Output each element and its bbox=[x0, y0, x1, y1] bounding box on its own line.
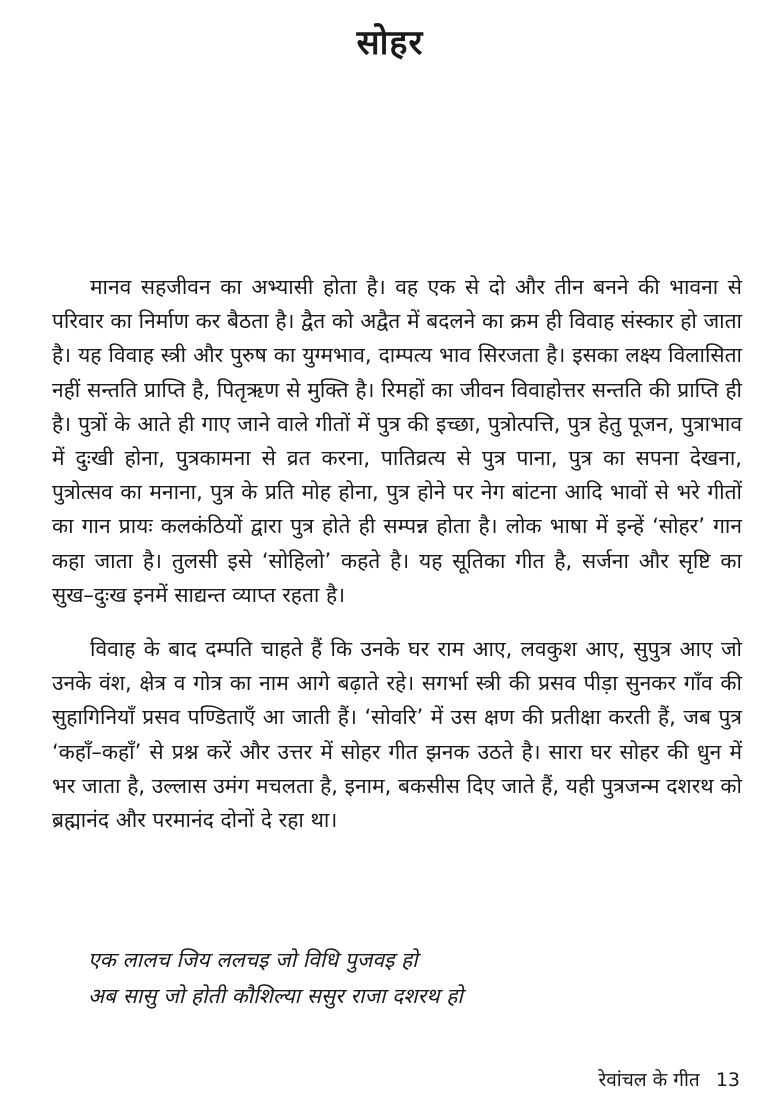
paragraph: मानव सहजीवन का अभ्यासी होता है। वह एक से दो और तीन बनने की भावना से परिवार का निर्माण कर बैठता है। द्वैत को अद्वैत में बदलने का क्रम ही विवाह संस्कार हो जाता है। यह विवाह स्त्री और पुरुष का युग्मभाव, दाम्पत्य भाव सिरजता है। इसका लक्ष्य विलासिता नहीं सन्तति प्राप्ति है, पितृऋण से मुक्ति है। रिमहों का जीवन विवाहोत्तर सन्तति की प्राप्ति ही है। पुत्रों के आते ही गाए जाने वाले गीतों में पुत्र की इच्छा, पुत्रोत्पत्ति, पुत्र हेतु पूजन, पुत्राभाव में दुःखी होना, पुत्रकामना से व्रत करना, पातिव्रत्य से पुत्र पाना, पुत्र का सपना देखना, पुत्रोत्सव का मनाना, पुत्र के प्रति मोह होना, पुत्र होने पर नेग बांटना आदि भावों से भरे गीतों का गान प्रायः कलकंठियों द्वारा पुत्र होते ही सम्पन्न होता है। लोक भाषा में इन्हें ‘सोहर’ गान कहा जाता है। तुलसी इसे ‘सोहिलो’ कहते है। यह सूतिका गीत है, सर्जना और सृष्टि का सुख–दुःख इनमें साद्यन्त व्याप्त रहता है। bbox=[52, 275, 742, 607]
verse-line: एक लालच जिय ललचइ जो विधि पुजवइ हो bbox=[88, 948, 418, 972]
page-number: 13 bbox=[715, 1069, 740, 1091]
page-footer bbox=[598, 1066, 740, 1092]
verse-line: अब सासु जो होती कौशिल्या ससुर राजा दशरथ हो bbox=[88, 984, 463, 1008]
body-text bbox=[52, 270, 742, 837]
footer-book-title: रेवांचल के गीत bbox=[598, 1069, 700, 1091]
paragraph: विवाह के बाद दम्पति चाहते हैं कि उनके घर राम आए, लवकुश आए, सुपुत्र आए जो उनके वंश, क्षेत्र व गोत्र का नाम आगे बढ़ाते रहे। सगर्भा स्त्री की प्रसव पीड़ा सुनकर गाँव की सुहागिनियाँ प्रसव पण्डिताएँ आ जाती हैं। ‘सोवरि’ में उस क्षण की प्रतीक्षा करती हैं, जब पुत्र ‘कहाँ–कहाँ’ से प्रश्न करें और उत्तर में सोहर गीत झनक उठते है। सारा घर सोहर की धुन में भर जाता है, उल्लास उमंग मचलता है, इनाम, बकसीस दिए जाते हैं, यही पुत्रजन्म दशरथ को ब्रह्मानंद और परमानंद दोनों दे रहा था। bbox=[52, 637, 742, 833]
verse-block bbox=[88, 942, 463, 1014]
page-title: सोहर bbox=[356, 23, 424, 63]
